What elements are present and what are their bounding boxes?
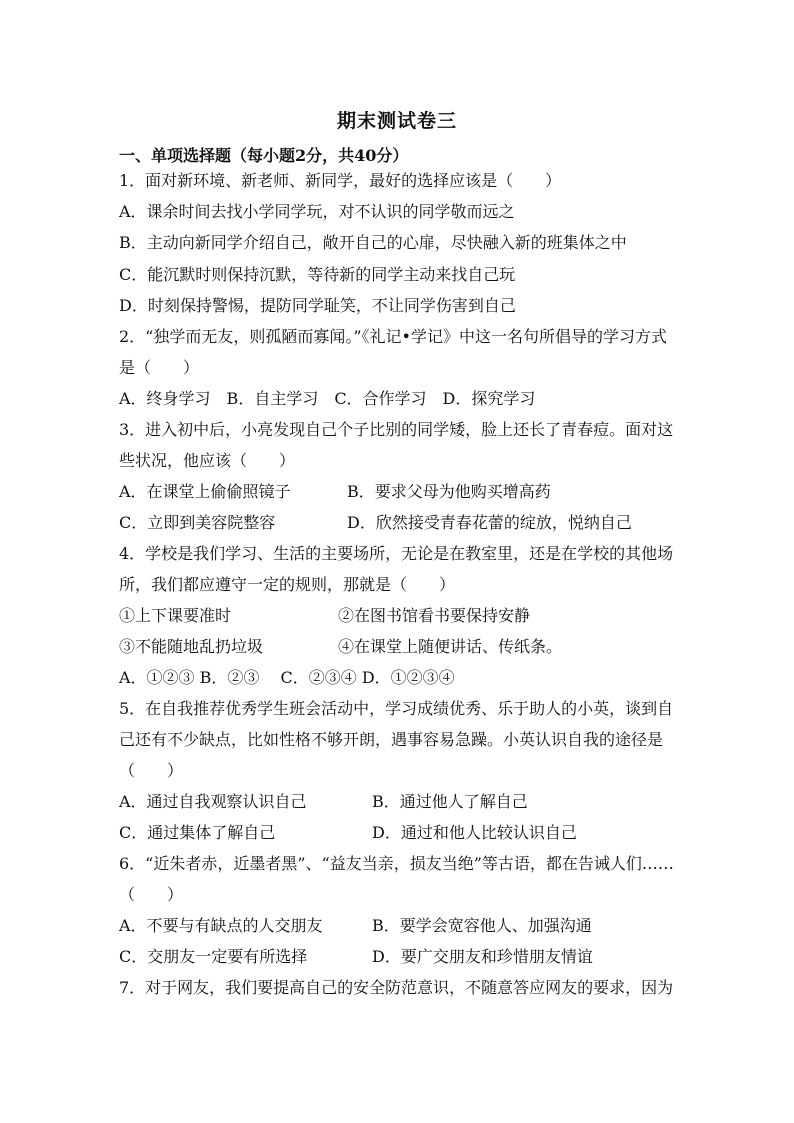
question-3-option-b: B．要求父母为他购买增高药	[347, 482, 551, 501]
section-heading: 一、单项选择题（每小题2分，共40分）	[119, 146, 409, 165]
question-7-stem-line1: 7．对于网友，我们要提高自己的安全防范意识，不随意答应网友的要求，因为	[119, 978, 674, 997]
question-3-stem-line1: 3．进入初中后，小亮发现自己个子比别的同学矮，脸上还长了青春痘。面对这	[119, 420, 674, 439]
question-3-option-d: D．欣然接受青春花蕾的绽放，悦纳自己	[347, 513, 632, 532]
question-5-stem-line3: （ ）	[119, 761, 184, 780]
question-6-stem-line2: （ ）	[119, 885, 184, 904]
question-5-option-a: A．通过自我观察认识自己	[119, 792, 307, 811]
question-6-option-b: B．要学会宽容他人、加强沟通	[372, 916, 592, 935]
question-5-stem-line2: 己还有不少缺点，比如性格不够开朗，遇事容易急躁。小英认识自我的途径是	[119, 730, 664, 749]
question-3-option-a: A．在课堂上偷偷照镜子	[119, 482, 291, 501]
question-1-option-a: A．课余时间去找小学同学玩，对不认识的同学敬而远之	[119, 202, 515, 221]
question-4-item-3: ③不能随地乱扔垃圾	[119, 637, 264, 656]
question-5-option-c: C．通过集体了解自己	[119, 823, 276, 842]
question-3-stem-line2: 些状况，他应该（ ）	[119, 451, 296, 470]
question-3-option-c: C．立即到美容院整容	[119, 513, 276, 532]
question-4-item-4: ④在课堂上随便讲话、传纸条。	[338, 637, 563, 656]
question-2-stem-line1: 2．“独学而无友，则孤陋而寡闻。”《礼记•学记》中这一名句所倡导的学习方式	[119, 327, 667, 346]
question-5-option-d: D．通过和他人比较认识自己	[372, 823, 577, 842]
question-1-option-b: B．主动向新同学介绍自己，敞开自己的心扉，尽快融入新的班集体之中	[119, 233, 627, 252]
question-2-options: A．终身学习 B．自主学习 C．合作学习 D．探究学习	[119, 389, 536, 408]
question-5-option-b: B．通过他人了解自己	[372, 792, 528, 811]
question-4-options: A．①②③ B．②③ C．②③④ D．①②③④	[119, 668, 455, 687]
question-6-option-c: C．交朋友一定要有所选择	[119, 947, 308, 966]
question-1-stem: 1．面对新环境、新老师、新同学，最好的选择应该是（ ）	[119, 171, 562, 190]
question-6-stem-line1: 6．“近朱者赤，近墨者黑”、“益友当亲，损友当绝”等古语，都在告诫人们……	[119, 854, 674, 873]
question-4-stem-line2: 所，我们都应遵守一定的规则，那就是（ ）	[119, 575, 456, 594]
question-4-item-2: ②在图书馆看书要保持安静	[338, 606, 531, 625]
question-6-option-a: A．不要与有缺点的人交朋友	[119, 916, 323, 935]
question-1-option-d: D．时刻保持警惕，提防同学耻笑，不让同学伤害到自己	[119, 296, 516, 315]
question-1-option-c: C．能沉默时则保持沉默，等待新的同学主动来找自己玩	[119, 265, 516, 284]
question-2-stem-line2: 是（ ）	[119, 358, 200, 377]
page-title: 期末测试卷三	[336, 110, 457, 132]
question-5-stem-line1: 5．在自我推荐优秀学生班会活动中，学习成绩优秀、乐于助人的小英，谈到自	[119, 699, 674, 718]
question-4-stem-line1: 4．学校是我们学习、生活的主要场所，无论是在教室里，还是在学校的其他场	[119, 544, 674, 563]
question-4-item-1: ①上下课要准时	[119, 606, 232, 625]
question-6-option-d: D．要广交朋友和珍惜朋友情谊	[372, 947, 593, 966]
